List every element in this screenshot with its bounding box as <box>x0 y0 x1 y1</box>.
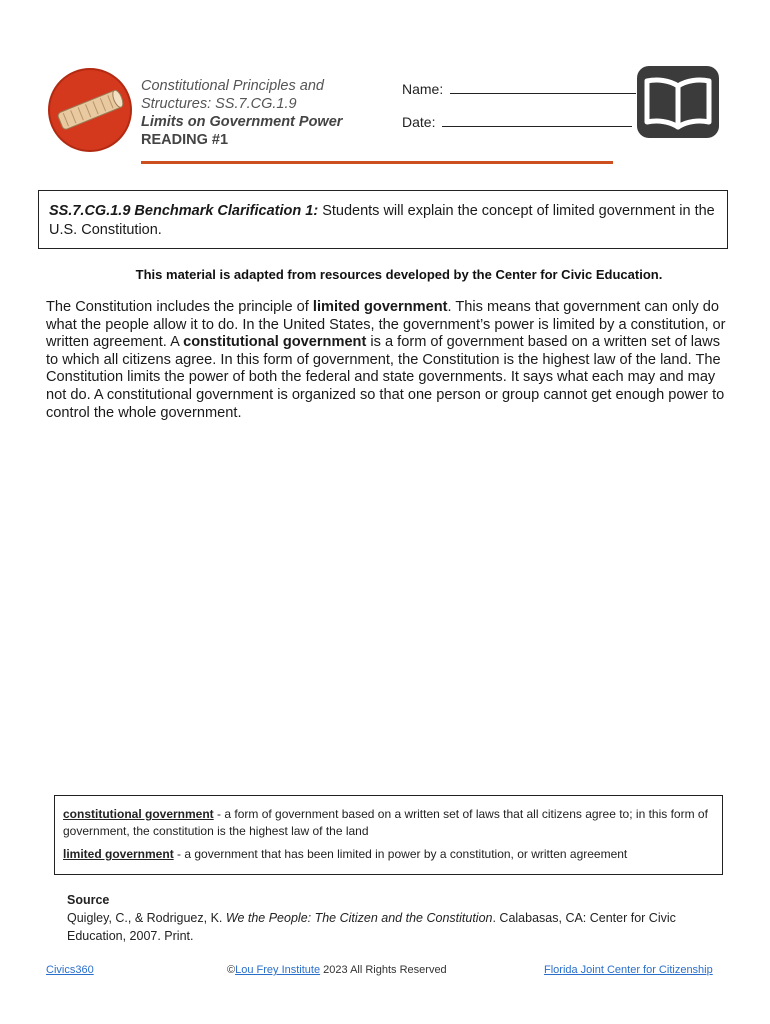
florida-joint-center-link[interactable]: Florida Joint Center for Citizenship <box>544 964 713 976</box>
adapted-note-text: This material is adapted from resources developed by the Center for Civic Education. <box>135 267 663 282</box>
copyright-symbol: © <box>227 964 236 976</box>
reading-number: READING #1 <box>141 132 229 148</box>
scroll-icon <box>48 68 132 152</box>
civics360-link[interactable]: Civics360 <box>46 964 94 976</box>
lou-frey-institute-link[interactable]: Lou Frey Institute <box>235 964 321 976</box>
glossary-box <box>54 795 723 875</box>
source-citation <box>67 891 707 945</box>
glossary-entry <box>63 806 714 840</box>
name-blank[interactable] <box>450 79 636 94</box>
title-line-2: Structures: SS.7.CG.1.9 <box>141 96 297 112</box>
reading-part-3: is a form of government based on a written set of laws to which all citizens agree. In this form of government, the Constitution is the highest law of the land. The Constitution limits the power of both the federal and state governments. It says what each may and may not do. A constitutional government is organized so that one person or group cannot get enough power to control the whole government. <box>46 334 725 421</box>
citation-authors: Quigley, C., & Rodriguez, K. <box>67 911 226 925</box>
benchmark-box <box>38 190 728 249</box>
name-field[interactable] <box>402 79 636 97</box>
glossary-definition: - a government that has been limited in power by a constitution, or written agreement <box>173 847 628 861</box>
citation-book-title: We the People: The Citizen and the Constitution <box>225 911 493 925</box>
footer-copyright <box>227 964 447 976</box>
footer-left[interactable] <box>46 964 94 976</box>
header-divider <box>141 161 613 164</box>
glossary-entry <box>63 846 714 863</box>
benchmark-text: Students will explain the concept of limited government in the U.S. Constitution. <box>49 203 715 238</box>
citation-text <box>67 909 707 945</box>
date-field[interactable] <box>402 112 632 130</box>
reading-paragraph <box>46 299 732 422</box>
glossary-definition: - a form of government based on a written set of laws that all citizens agree to; in this form of government, the constitution is the highest law of the land <box>63 807 708 838</box>
date-blank[interactable] <box>442 112 632 127</box>
rights-text: 2023 All Rights Reserved <box>320 964 447 976</box>
source-heading: Source <box>67 893 110 907</box>
reading-part-2: . This means that government can only do what the people allow it to do. In the United States, the government’s power is limited by a constitution, or written agreement. A <box>46 299 726 351</box>
benchmark-colon: : <box>313 203 319 219</box>
term-constitutional-government: constitutional government <box>183 334 367 351</box>
title-line-3: Limits on Government Power <box>141 114 343 130</box>
date-label: Date: <box>402 114 436 130</box>
worksheet-title <box>141 77 391 149</box>
open-book-icon <box>637 66 719 138</box>
glossary-term: constitutional government <box>63 807 214 821</box>
name-label: Name: <box>402 81 444 97</box>
title-line-1: Constitutional Principles and <box>141 78 324 94</box>
term-limited-government: limited government <box>312 299 448 315</box>
glossary-term: limited government <box>63 847 174 861</box>
benchmark-code: SS.7.CG.1.9 Benchmark Clarification 1 <box>49 203 314 219</box>
adapted-note <box>0 267 770 282</box>
citation-publisher: . Calabasas, CA: Center for Civic Education, 2007. Print. <box>67 911 676 943</box>
footer-right[interactable] <box>544 964 713 976</box>
reading-part-1: The Constitution includes the principle of <box>46 299 313 315</box>
